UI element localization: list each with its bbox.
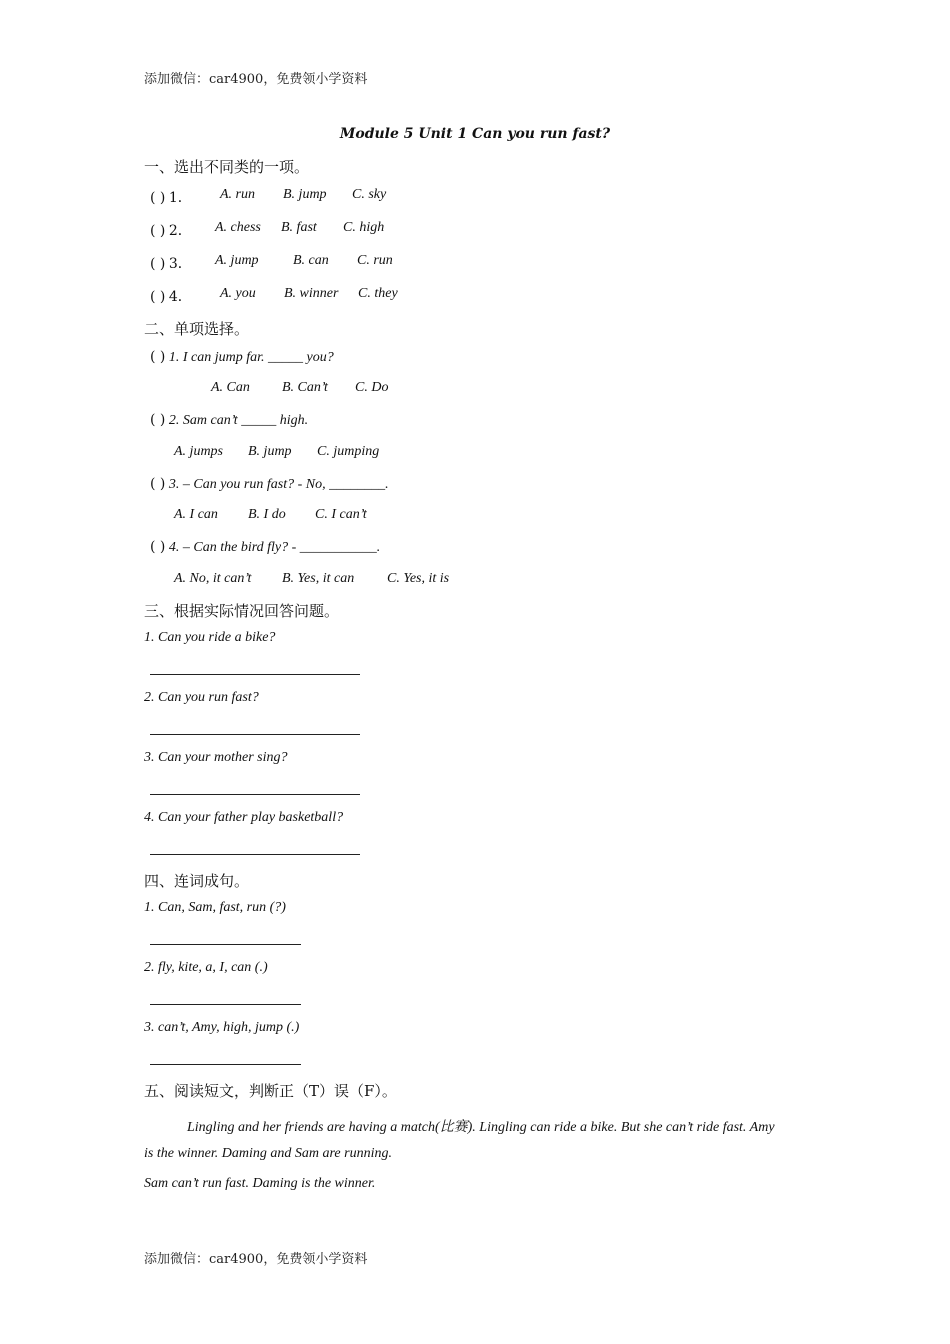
answer-blank[interactable]: ( ) (150, 289, 166, 305)
s1-item-1-option-b: B. jump (283, 187, 327, 202)
s2-item-3-option-a: A. I can (174, 507, 218, 522)
answer-blank[interactable]: ( ) (150, 476, 166, 492)
s2-item-3-option-b: B. I do (248, 507, 286, 522)
s2-item-2 (150, 412, 308, 429)
s4-question-2: 2. fly, kite, a, I, can (.) (144, 960, 268, 975)
s2-item-1-option-a: A. Can (211, 380, 250, 395)
question-text: 2. Sam can’t _____ high. (168, 413, 309, 428)
question-text: 3. – Can you run fast? - No, ________. (168, 477, 389, 492)
s2-item-2-option-a: A. jumps (174, 444, 223, 459)
answer-blank[interactable]: ( ) (150, 349, 166, 365)
answer-blank[interactable]: ( ) (150, 412, 166, 428)
s2-item-1-option-c: C. Do (355, 380, 389, 395)
s1-item-1-option-c: C. sky (352, 187, 387, 202)
s2-item-4-option-b: B. Yes, it can (282, 571, 355, 586)
s1-item-2-option-a: A. chess (215, 220, 261, 235)
s1-item-1-option-a: A. run (220, 187, 255, 202)
s2-item-1 (150, 349, 334, 366)
s4-answer-line-1[interactable] (150, 944, 301, 945)
s2-item-4 (150, 539, 380, 556)
s4-question-3: 3. can’t, Amy, high, jump (.) (144, 1020, 300, 1035)
section-3-heading: 三、根据实际情况回答问题。 (144, 602, 340, 620)
section-2-heading: 二、单项选择。 (144, 320, 250, 338)
s3-question-3: 3. Can your mother sing? (144, 750, 288, 765)
item-number: 1． (168, 190, 192, 206)
passage-line-3: Sam can’t run fast. Daming is the winner. (144, 1176, 376, 1191)
item-number: 3． (168, 256, 192, 272)
s3-question-2: 2. Can you run fast? (144, 690, 259, 705)
answer-blank[interactable]: ( ) (150, 256, 166, 272)
s4-question-1: 1. Can, Sam, fast, run (?) (144, 900, 286, 915)
s3-question-1: 1. Can you ride a bike? (144, 630, 276, 645)
s1-item-4 (150, 286, 192, 306)
s3-question-4: 4. Can your father play basketball? (144, 810, 344, 825)
answer-blank[interactable]: ( ) (150, 223, 166, 239)
s1-item-4-option-c: C. they (358, 286, 398, 301)
s3-answer-line-2[interactable] (150, 734, 360, 735)
answer-blank[interactable]: ( ) (150, 539, 166, 555)
section-5-heading: 五、阅读短文，判断正（T）误（F）。 (144, 1082, 397, 1100)
s1-item-3-option-c: C. run (357, 253, 393, 268)
s3-answer-line-1[interactable] (150, 674, 360, 675)
s4-answer-line-2[interactable] (150, 1004, 301, 1005)
s1-item-3-option-a: A. jump (215, 253, 259, 268)
item-number: 2． (168, 223, 192, 239)
item-number: 4． (168, 289, 192, 305)
s1-item-2-option-c: C. high (343, 220, 385, 235)
s1-item-2 (150, 220, 192, 240)
passage-line-1: Lingling and her friends are having a match(比赛). Lingling can ride a bike. But she can’t ride fast. Amy (187, 1120, 775, 1135)
s1-item-4-option-b: B. winner (284, 286, 339, 301)
section-1-heading: 一、选出不同类的一项。 (144, 158, 310, 176)
section-4-heading: 四、连词成句。 (144, 872, 250, 890)
s1-item-4-option-a: A. you (220, 286, 256, 301)
worksheet-title: Module 5 Unit 1 Can you run fast? (339, 126, 611, 142)
s1-item-3-option-b: B. can (293, 253, 329, 268)
s1-item-1 (150, 187, 192, 207)
passage-line-2: is the winner. Daming and Sam are running. (144, 1146, 392, 1161)
s2-item-4-option-a: A. No, it can’t (174, 571, 252, 586)
s2-item-4-option-c: C. Yes, it is (387, 571, 450, 586)
page-header: 添加微信：car4900，免费领小学资料 (144, 72, 368, 87)
s1-item-2-option-b: B. fast (281, 220, 317, 235)
page-footer: 添加微信：car4900，免费领小学资料 (144, 1252, 368, 1267)
s4-answer-line-3[interactable] (150, 1064, 301, 1065)
question-text: 1. I can jump far. _____ you? (168, 350, 334, 365)
s2-item-1-option-b: B. Can’t (282, 380, 328, 395)
s2-item-2-option-b: B. jump (248, 444, 292, 459)
question-text: 4. – Can the bird fly? - ___________. (168, 540, 381, 555)
s2-item-2-option-c: C. jumping (317, 444, 380, 459)
s2-item-3 (150, 476, 389, 493)
s1-item-3 (150, 253, 192, 273)
s2-item-3-option-c: C. I can’t (315, 507, 367, 522)
s3-answer-line-4[interactable] (150, 854, 360, 855)
answer-blank[interactable]: ( ) (150, 190, 166, 206)
s3-answer-line-3[interactable] (150, 794, 360, 795)
